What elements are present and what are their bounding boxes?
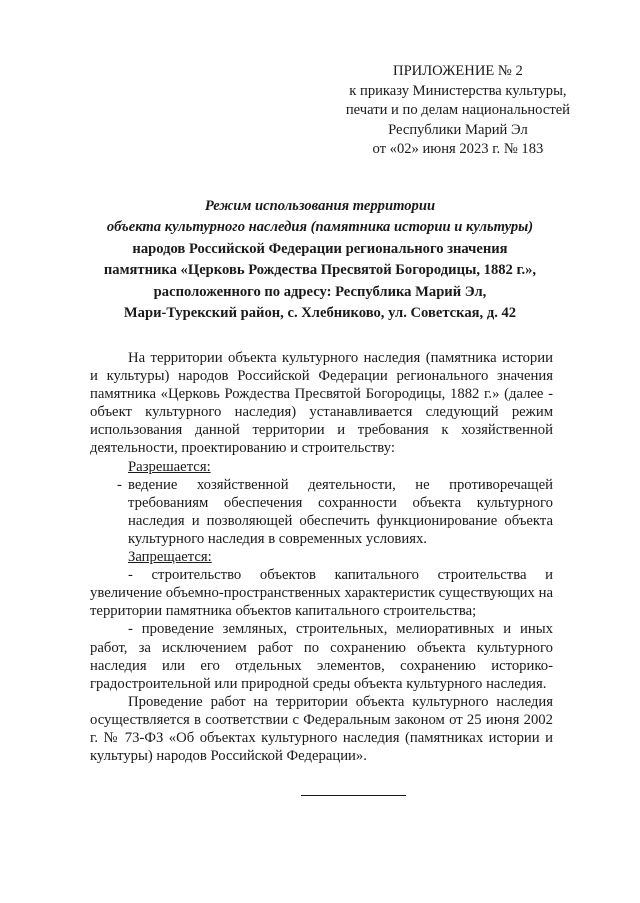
title-line-5: расположенного по адресу: Республика Марий Эл, bbox=[153, 283, 487, 300]
appendix-date-line: от «02» июня 2023 г. № 183 bbox=[372, 141, 544, 158]
appendix-header bbox=[346, 62, 570, 160]
intro-paragraph: На территории объекта культурного наследия (памятника истории и культуры) народов Российской Федерации регионального значения памятника «Церковь Рождества Пресвятой Богородицы, 1882 г.» (далее - объект культурного наследия) устанавливается следующий режим использования данной территории и требования к хозяйственной деятельности, проектированию и строительству: bbox=[90, 350, 553, 457]
title-line-2: объекта культурного наследия (памятника истории и культуры) bbox=[106, 219, 534, 236]
closing-paragraph: Проведение работ на территории объекта культурного наследия осуществляется в соответствии с Федеральным законом от 25 июня 2002 г. № 73-ФЗ «Об объектах культурного наследия (памятниках истории и культуры) народов Российской Федерации». bbox=[90, 693, 553, 765]
title-line-3: народов Российской Федерации регионального значения bbox=[132, 240, 508, 257]
allowed-item bbox=[90, 476, 553, 548]
closing-divider bbox=[301, 795, 406, 796]
allowed-heading: Разрешается: bbox=[128, 458, 211, 475]
allowed-item-text: ведение хозяйственной деятельности, не противоречащей требованиям обеспечения сохранности объекта культурного наследия и позволяющей обеспечить функционирование объекта культурного наследия в современных условиях. bbox=[128, 476, 553, 547]
forbidden-item-1: - строительство объектов капитального строительства и увеличение объемно-пространственных характеристик существующих на территории памятника объектов капитального строительства; bbox=[90, 567, 553, 620]
title-line-6: Мари-Турекский район, с. Хлебниково, ул. Советская, д. 42 bbox=[123, 305, 517, 322]
allowed-dash: - bbox=[117, 476, 122, 493]
title-line-4: памятника «Церковь Рождества Пресвятой Богородицы, 1882 г.», bbox=[103, 262, 537, 279]
title-line-1: Режим использования территории bbox=[204, 198, 436, 214]
appendix-number: ПРИЛОЖЕНИЕ № 2 bbox=[393, 63, 523, 79]
forbidden-heading: Запрещается: bbox=[128, 549, 212, 566]
appendix-order-line: к приказу Министерства культуры, bbox=[349, 82, 567, 99]
appendix-ministry-line: печати и по делам национальностей bbox=[345, 102, 570, 119]
document-body bbox=[90, 349, 553, 765]
appendix-republic-line: Республики Марий Эл bbox=[388, 121, 528, 138]
forbidden-item-2: - проведение земляных, строительных, мелиоративных и иных работ, за исключением работ по сохранению объекта культурного наследия или его отдельных элементов, сохранению историко-градостроительной или природной среды объекта культурного наследия. bbox=[90, 621, 553, 692]
document-title bbox=[60, 196, 580, 324]
